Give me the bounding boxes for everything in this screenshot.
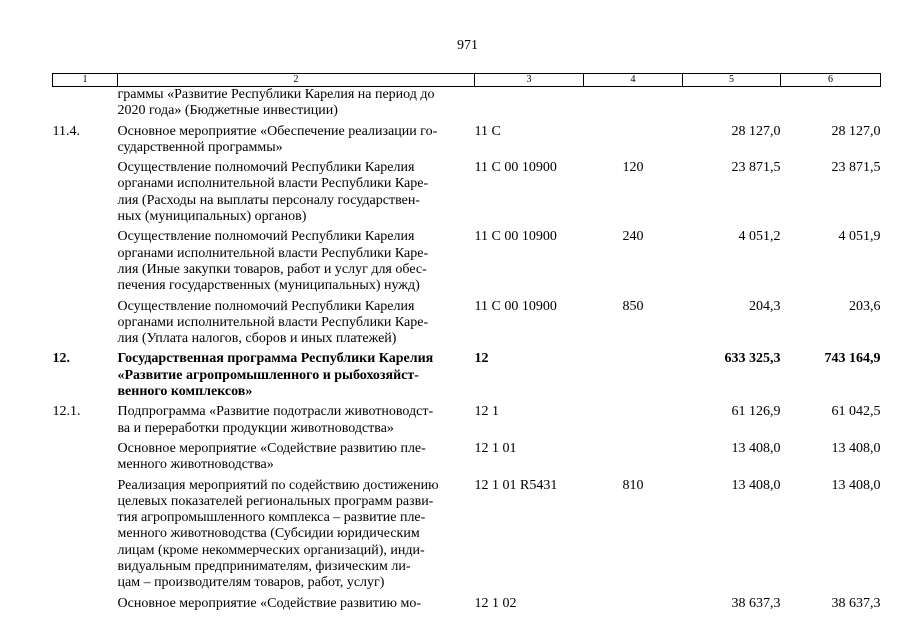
row-expense-type: 850 (622, 298, 644, 314)
row-name-line: органами исполнительной власти Республики Каре- (117, 314, 429, 330)
row-amount-1: 633 325,3 (724, 351, 781, 367)
row-amount-2: 23 871,5 (831, 160, 881, 176)
row-name-line: менного животноводства» (117, 457, 274, 473)
budget-table (52, 73, 881, 616)
page-number: 971 (457, 38, 478, 53)
row-name-line: целевых показателей региональных программ разви- (117, 493, 434, 509)
row-number: 11.4. (52, 123, 80, 139)
row-name (118, 124, 475, 161)
row-amount-1 (683, 87, 781, 124)
col-header-1: 1 (53, 74, 118, 87)
row-name-line: органами исполнительной власти Республики Каре- (117, 176, 429, 192)
row-name (118, 478, 475, 596)
row-name (118, 229, 475, 298)
row-amount-1: 61 126,9 (731, 404, 781, 420)
row-amount-2: 743 164,9 (824, 351, 881, 367)
table-row (53, 299, 881, 352)
row-name-line: лия (Расходы на выплаты персоналу государствен- (117, 192, 420, 208)
row-number: 12. (52, 351, 70, 367)
row-name (118, 299, 475, 352)
row-amount-2: 13 408,0 (831, 477, 881, 493)
row-name-line: Основное мероприятие «Содействие развитию пле- (117, 440, 426, 456)
row-name-line: печения государственных (муниципальных) нужд) (117, 278, 420, 294)
table-row (53, 596, 881, 616)
col-header-3: 3 (475, 74, 584, 87)
row-name-line: Осуществление полномочий Республики Карелия (117, 229, 415, 245)
row-expense-type: 240 (622, 229, 644, 245)
row-expense-type (584, 441, 683, 478)
row-amount-2: 38 637,3 (831, 595, 881, 611)
row-name-line: сударственной программы» (117, 139, 283, 155)
row-code: 12 (474, 351, 489, 367)
row-amount-2: 203,6 (849, 298, 881, 314)
row-amount-1: 28 127,0 (731, 123, 781, 139)
row-name-line: граммы «Развитие Республики Карелия на период до (117, 87, 435, 102)
row-name (118, 160, 475, 229)
row-number (53, 87, 118, 124)
row-name-line: ных (муниципальных) органов) (117, 209, 307, 225)
col-header-5: 5 (683, 74, 781, 87)
row-name-line: лицам (кроме некоммерческих организаций), инди- (117, 542, 425, 558)
table-row (53, 478, 881, 596)
row-code: 12 1 02 (474, 595, 517, 611)
row-name-line: тия агропромышленного комплекса – развитие пле- (117, 510, 426, 526)
row-name-line: Подпрограмма «Развитие подотрасли животноводст- (117, 404, 434, 420)
row-expense-type (584, 124, 683, 161)
row-number (53, 596, 118, 616)
row-code (475, 87, 584, 124)
row-code: 11 С 00 10900 (474, 298, 557, 314)
row-amount-1: 23 871,5 (731, 160, 781, 176)
row-expense-type (584, 596, 683, 616)
table-row (53, 87, 881, 124)
row-name-line: Осуществление полномочий Республики Карелия (117, 160, 415, 176)
table-row (53, 229, 881, 298)
row-name-line: видуальным предпринимателям, физическим ли- (117, 559, 411, 575)
row-name-line: ва и переработки продукции животноводства» (117, 420, 394, 436)
row-name-line: Основное мероприятие «Содействие развитию мо- (117, 595, 421, 611)
row-amount-1: 13 408,0 (731, 477, 781, 493)
row-expense-type: 120 (622, 160, 644, 176)
row-amount-1: 13 408,0 (731, 440, 781, 456)
row-amount-1: 204,3 (749, 298, 781, 314)
row-name-line: Реализация мероприятий по содействию достижению (117, 477, 439, 493)
row-number (53, 160, 118, 229)
row-number (53, 299, 118, 352)
row-amount-2: 28 127,0 (831, 123, 881, 139)
row-expense-type (584, 87, 683, 124)
row-expense-type (584, 404, 683, 441)
row-name-line: менного животноводства (Субсидии юридическим (117, 526, 420, 542)
row-name-line: лия (Уплата налогов, сборов и иных платежей) (117, 331, 397, 347)
row-name-line: Основное мероприятие «Обеспечение реализации го- (117, 123, 438, 139)
table-row (53, 124, 881, 161)
table-row (53, 404, 881, 441)
row-amount-2: 4 051,9 (838, 229, 881, 245)
table-row (53, 160, 881, 229)
table-row (53, 351, 881, 404)
row-expense-type: 810 (622, 477, 644, 493)
row-number (53, 478, 118, 596)
row-name-line: «Развитие агропромышленного и рыбохозяйст- (117, 367, 419, 383)
table-row (53, 441, 881, 478)
row-amount-2 (781, 87, 881, 124)
row-name (118, 87, 475, 124)
row-name (118, 404, 475, 441)
row-amount-2: 61 042,5 (831, 404, 881, 420)
row-name (118, 351, 475, 404)
row-name-line: венного комплексов» (117, 384, 253, 400)
row-code: 12 1 01 R5431 (474, 477, 558, 493)
row-amount-1: 4 051,2 (738, 229, 781, 245)
col-header-2: 2 (118, 74, 475, 87)
row-amount-2: 13 408,0 (831, 440, 881, 456)
row-code: 12 1 01 (474, 440, 517, 456)
row-name (118, 596, 475, 616)
row-code: 11 С 00 10900 (474, 229, 557, 245)
col-header-6: 6 (781, 74, 881, 87)
row-amount-1: 38 637,3 (731, 595, 781, 611)
row-name-line: Осуществление полномочий Республики Карелия (117, 298, 415, 314)
row-name-line: лия (Иные закупки товаров, работ и услуг для обес- (117, 261, 427, 277)
header-row (53, 74, 881, 87)
row-name (118, 441, 475, 478)
row-number (53, 441, 118, 478)
col-header-4: 4 (584, 74, 683, 87)
row-name-line: цам – производителям товаров, работ, услуг) (117, 575, 385, 591)
row-expense-type (584, 351, 683, 404)
row-name-line: 2020 года» (Бюджетные инвестиции) (117, 103, 338, 119)
row-code: 12 1 (474, 404, 499, 420)
row-name-line: органами исполнительной власти Республики Каре- (117, 245, 429, 261)
row-number: 12.1. (52, 404, 81, 420)
row-code: 11 С 00 10900 (474, 160, 557, 176)
row-code: 11 С (474, 123, 501, 139)
row-name-line: Государственная программа Республики Карелия (117, 351, 434, 367)
row-number (53, 229, 118, 298)
